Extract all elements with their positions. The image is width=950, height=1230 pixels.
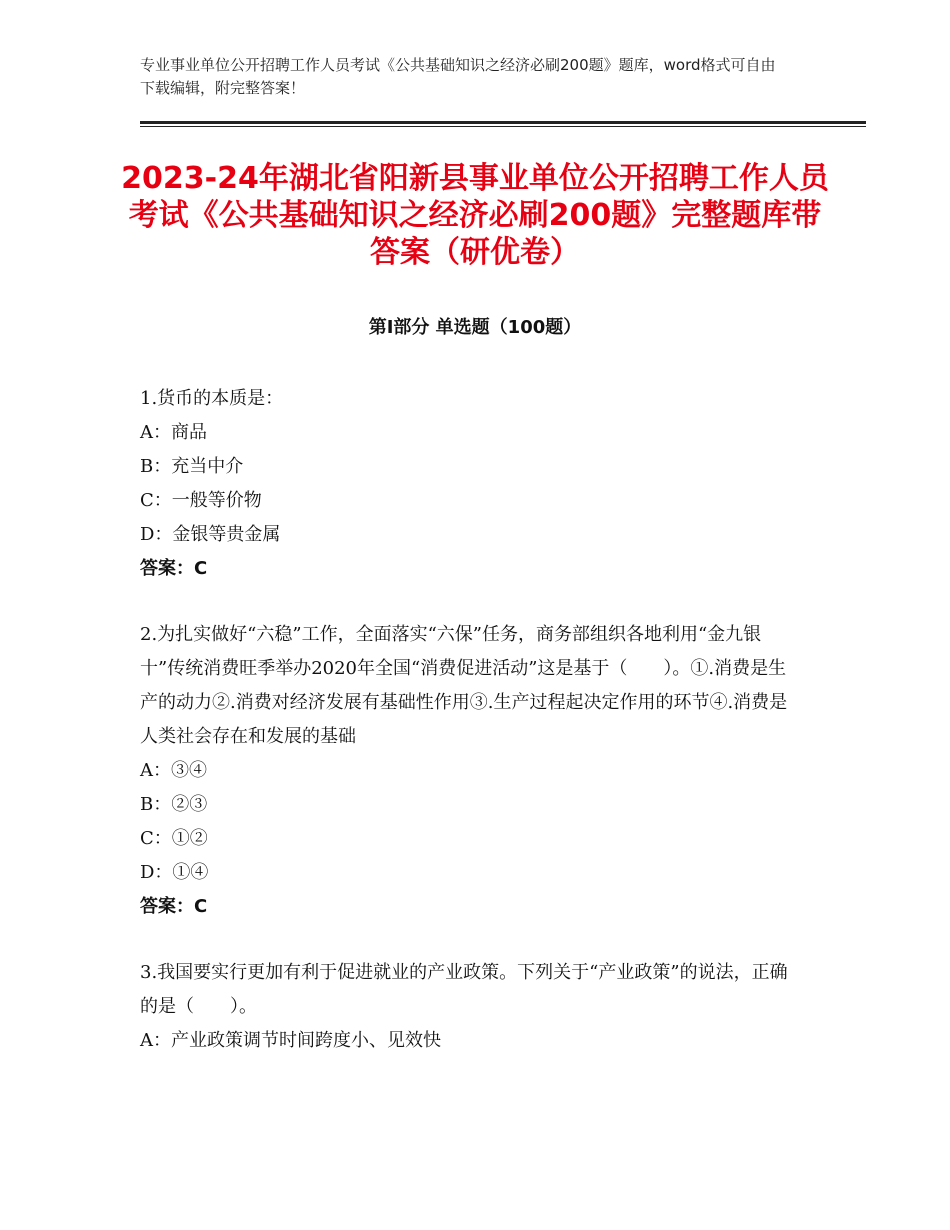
header-note: 专业事业单位公开招聘工作人员考试《公共基础知识之经济必刷200题》题库，word格式可自由下载编辑，附完整答案！ <box>140 56 776 97</box>
question-list <box>140 382 800 1058</box>
option-a: A：产业政策调节时间跨度小、见效快 <box>140 1030 441 1051</box>
option-b: B：②③ <box>140 794 208 815</box>
document-title: 2023-24年湖北省阳新县事业单位公开招聘工作人员考试《公共基础知识之经济必刷200题》完整题库带答案（研优卷） <box>121 161 829 270</box>
question-stem: 3.我国要实行更加有利于促进就业的产业政策。下列关于“产业政策”的说法，正确的是（ ）。 <box>140 962 788 1017</box>
option-a: A：③④ <box>140 760 207 781</box>
option-d: D：①④ <box>140 862 209 883</box>
question-stem: 1.货币的本质是： <box>140 388 284 409</box>
question-2 <box>140 618 800 924</box>
answer: 答案：C <box>140 896 208 917</box>
question-1 <box>140 382 800 586</box>
question-stem: 2.为扎实做好“六稳”工作，全面落实“六保”任务，商务部组织各地利用“金九银十”传统消费旺季举办2020年全国“消费促进活动”这是基于（ ）。①.消费是生产的动力②.消费对经济发展有基础性作用③.生产过程起决定作用的环节④.消费是人类社会存在和发展的基础 <box>140 624 788 747</box>
option-d: D：金银等贵金属 <box>140 524 281 545</box>
header-divider-thin <box>140 126 866 127</box>
option-b: B：充当中介 <box>140 456 244 477</box>
option-c: C：一般等价物 <box>140 490 262 511</box>
option-a: A：商品 <box>140 422 207 443</box>
question-3 <box>140 956 800 1058</box>
option-c: C：①② <box>140 828 208 849</box>
answer: 答案：C <box>140 558 208 579</box>
header-divider-thick <box>140 121 866 124</box>
section-title: 第Ⅰ部分 单选题（100题） <box>368 317 582 338</box>
